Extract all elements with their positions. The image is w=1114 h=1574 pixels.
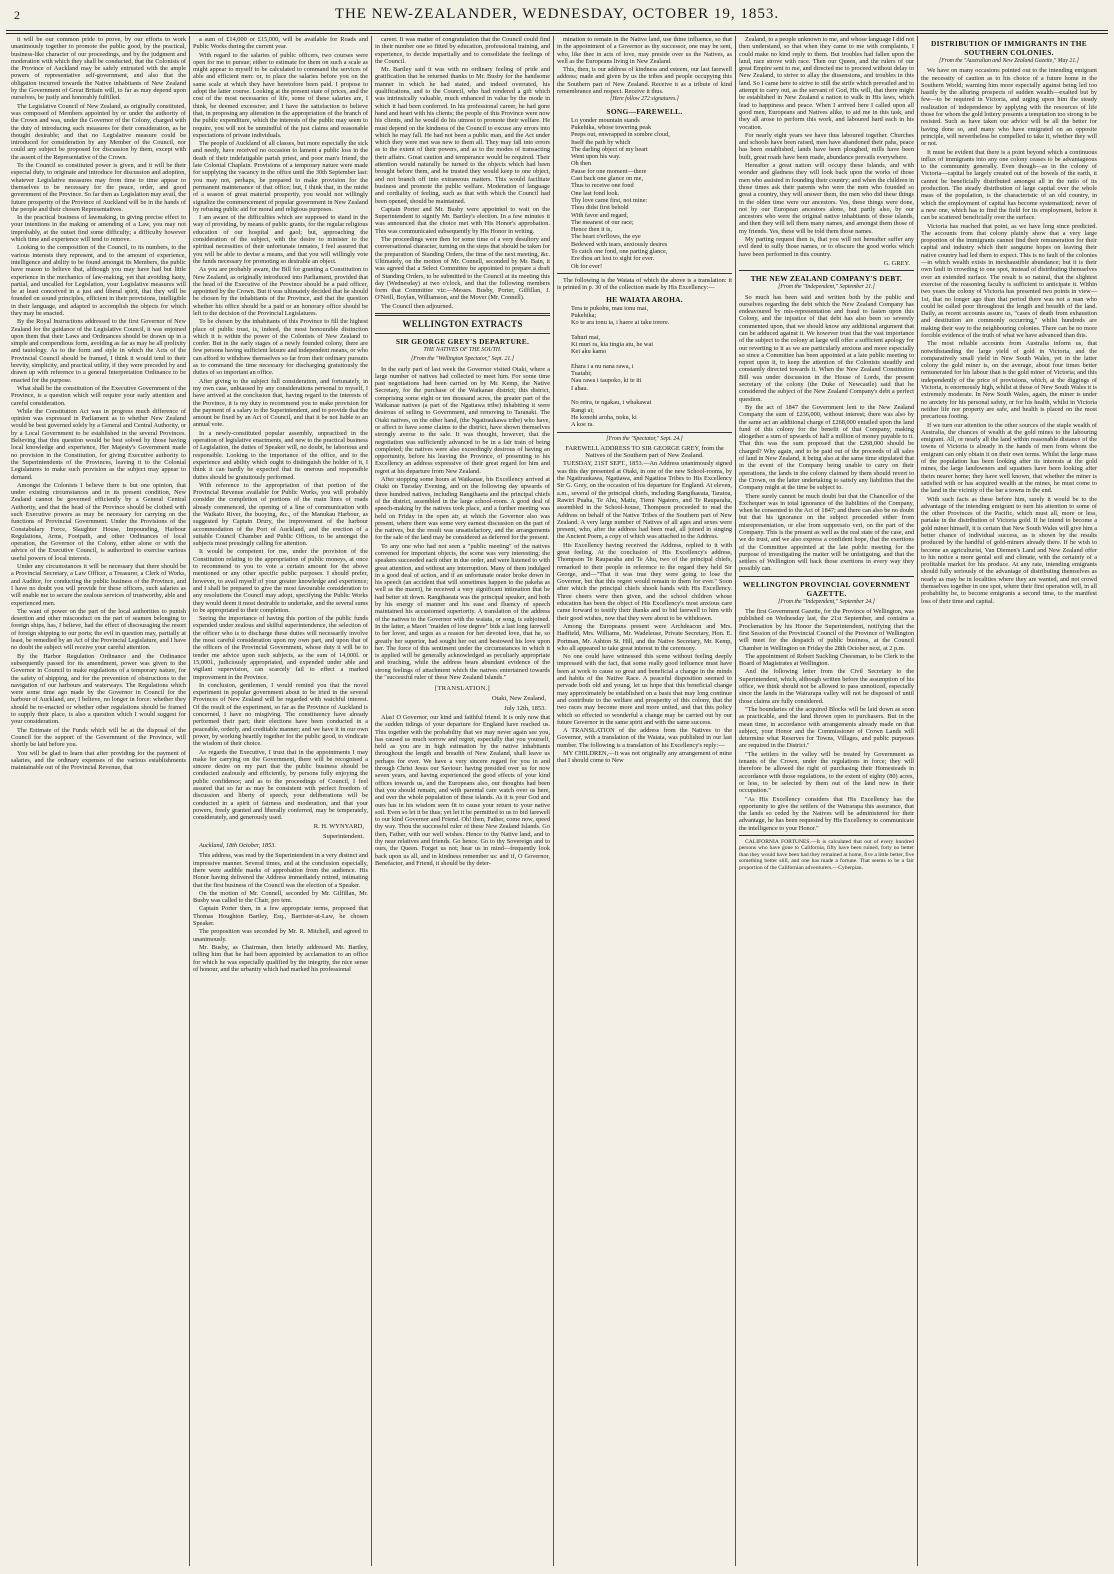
paragraph: The proceedings were then for some time of a very desultory and conversational character, turning on the steps that should be taken for the preparation of Standing Orders, the time of the next meeting, &c. Ultimately, on the motion of Mr. Connell, seconded by Mr. Bain, it was agreed that a Select Committee be appointed to prepare a draft of Standing Orders, to be submitted to the Council at its meeting this day (Wednesday) at two o'clock, and that the following members form that Committee viz:—Messrs. Busby, Porter, Gilfillan, J. O'Neill, Boylan, Williamson, and the Mover (Mr. Connell).	[375, 236, 550, 302]
paragraph: As you are probably aware, the Bill for granting a Constitution to New Zealand, as originally introduced into Parliament, provided that the head of the Executive of the Province should be a paid officer, appointed by the Crown. But it was ultimately decided that he should be chosen by the inhabitants of the Province, and that the question whether his office should be a paid or an honorary office should be left to the decision of the Provincial Legislatures.	[193, 266, 368, 317]
paragraph: If we turn our attention to the other sources of the staple wealth of Australia, the chances of wealth at the gold mines to the labouring emigrant. All, or nearly all the land within reasonable distance of the towns of Victoria is already in the hands of men from whom the emigrant can only obtain it on their own terms. Whilst the large mass of the population has been looking after its interests at the gold mines, the large landowners and squatters have been looking after theirs nearer home; they have well known, that whether the miner is satisfied with or has acquired wealth at the mines, he must come to the land in the vicinity of the bar a towns in the end.	[921, 421, 1097, 495]
gazette-source: [From the "Independent," September 24.]	[778, 598, 875, 605]
company-debt-article	[739, 294, 914, 573]
paragraph: Alas! O Governor, our kind and faithful friend. It is only now that the sudden tidings of your departure for England have reached us. This together with the probability that we may never again see you, has caused us much sorrow and regret, especially that you yourself, held as you are in high estimation by the native inhabitants throughout the length and breadth of New Zealand, shall leave us perhaps for ever. We have a very sincere regard for you in and through Christ Jesus our Saviour: having presided over us for now seven years, and having experienced the good effects of your kind offices towards us, and the Europeans also, our thoughts had been that you should remain, and with parental care watch over us here, and over the whole population of these islands. As it is your God and ours has in his wisdom seen fit to cause your return to your native soil. Even so let it be thus; yet let it be permitted to us to bid farewell to our kind Governor and Friend. Oh! then, Father, come now, speed thy way. Thou the successful ruler of these New Zealand Islands. Go then, Father, with our well wishes. Hence to thy Native land, and to thy near relatives and friends. Go hence. Go to thy Sovereign and to ours, the Queen. Forget us not; hear us in mind—frequently look back upon us all, and in kindness remember us: and if, O Governor, Benefactor, and Friend, it should be thy deter-	[375, 713, 550, 867]
newspaper-title: THE NEW-ZEALANDER, WEDNESDAY, OCTOBER 19, 1853.	[334, 6, 780, 22]
paragraph: With reference to the appropriation of that portion of the Provincial Revenue available for Public Works, you will probably consider the completion of portions of the main lines of roads already commenced, the opening of a line of communication with the Waikato River, the buoying, &c., of the Manukau Harbour, as suggested by Captain Drury, the improvement of the harbour accommodation of the Port of Auckland, and the erection of a suitable Council Chamber and Public Offices, to be amongst the subjects most pressingly calling for attention.	[193, 481, 368, 548]
california-note: CALIFORNIA FORTUNES.—It is calculated that out of every hundred persons who have gone to California, fifty have been ruined, forty no better than they would have been had they remained at home, five a little better, five something better still, and one has made a fortune. That seems to be a fair proportion of the Californian adventurers.—Cyberpian.	[739, 838, 914, 871]
paragraph: While the Constitution Act was in progress much difference of opinion was expressed in Parliament as to whether New Zealand would be best governed solely by a General and Central Authority, or by a Local Government to be established in the several Provinces. Believing that this question would be best solved by those having local knowledge and experience, Her Majesty's Government made no provision in the Constitution, for giving Executive authority to the Superintendents of the Provinces, leaving it to the Colonial Legislatures to make such provision as the subject may appear to demand.	[11, 407, 186, 481]
column-6	[918, 36, 1100, 1566]
column-5	[736, 36, 918, 1566]
song-heading: SONG—FAREWELL.	[606, 106, 683, 116]
paragraph: "As His Excellency considers that His Excellency has the opportunity to give the settlers of the Wairarapa this assurance, that the lands so ceded by the Natives will be administered for their advantage, he has been requested by His Excellency to communicate the intelligence to your Honor."	[739, 795, 914, 832]
paragraph: it will be our common pride to prove, by our efforts to work unanimously together to promote the public good, by the practical, business-like character of our proceedings, and by the judgment and moderation with which they shall be conducted, that the Colonists of the Province of Auckland may be safely entrusted with the ample powers of representative self-government, and also that the obligation incurred towards the Native inhabitants of New Zealand by the Government of Great Britain will, to far as may depend upon ourselves, be justly and honorably fulfilled.	[11, 36, 186, 102]
article-heading: SIR GEORGE GREY'S DEPARTURE.	[395, 336, 530, 346]
divider	[739, 576, 914, 577]
paragraph: To any one who had not seen a "public meeting" of the natives convened for important objects, the scene was very interesting; the speakers succeeded each other in due order, and were listened to with great attention, and without any interruption. Many of them indulged in a good deal of action, and if an unfortunate orator broke down in his speech (an accident that will sometimes happen to the pakeha as well as the maori), he received a very significant intimation that he had better sit down. Rangihaeata was the principal speaker, and both by his energy of manner and his ease and fluency of speech maintained his accustomed superiority. A translation of the address of the natives to the Governor with the waiata, or song, is subjoined. In the latter, a Maori "maiden of low degree" bids a last long farewell to her lover, and urges as a reason for her devoted love, that he, so greatly her superior, had sought her out and bestowed his love upon her. The force of this sentiment under the circumstances in which it is applied will be generally acknowledged as peculiarly appropriate and touching, while the address bears abundant evidence of the strong feelings of attachment which the natives entertained towards the "successful ruler of these New Zealand Islands."	[375, 542, 550, 682]
section-divider	[375, 313, 550, 316]
departure-report	[375, 366, 550, 682]
article-subheading: THE NATIVES OF THE SOUTH.	[423, 346, 502, 353]
paragraph: In conclusion, gentlemen, I would remind you that the novel experiment in popular government about to be tried in the several Provinces of New Zealand will be regarded with watchful interest. Of the result of the experiment, so far as the Province of Auckland is concerned, I have no misgiving. The constituency have already performed their part; their elections have been conducted in a peaceable, orderly, and creditable manner; and we have it in our own power, by working heartily together for the public good, to vindicate the wisdom of their choice.	[193, 681, 368, 748]
grey-signature: G. GREY.	[883, 259, 910, 267]
column-3	[372, 36, 554, 1566]
paragraph: This address, was read by the Superintendent in a very distinct and impressive manner. Several times, and at the conclusion especially, there were audible marks of approbation from the audience. His Honor having delivered the Address immediately retired, intimating that the first business of the Council was the election of a Speaker.	[193, 852, 368, 889]
divider	[739, 270, 914, 271]
gazette-article	[739, 608, 914, 832]
paragraph: In the practical business of lawmaking, in giving precise effect to your intentions in the making or amending of a Law, you may not improbably, at the outset find some difficulty; a difficulty however which time and experience will tend to remove.	[11, 214, 186, 244]
divider	[557, 273, 732, 274]
paragraph: Captain Porter and Mr. Busby were appointed to wait on the Superintendent to signify Mr. Bartley's election. In a few minutes it was announced that the choice met with His Honor's approbation. This was communicated subsequently by His Honor in writing.	[375, 205, 550, 235]
council-report-cont	[375, 36, 550, 310]
paragraph: By the Royal Instructions addressed to the first Governor of New Zealand for the guidance of the Legislative Council, it was enjoined upon them that their Laws and Ordinances should be drawn up in a simple and compendious form, avoiding as far as may be all prolixity and tautology. As to the form and style in which the Acts of the Provincial Council should be framed, I think it would tend to their brevity, simplicity, and practical utility, if they were preceded by and drawn up with reference to a general Interpretation Ordinance to be enacted for the purpose.	[11, 318, 186, 384]
paragraph: Amongst the Colonists I believe there is but one opinion, that under existing circumstances and in its present condition, New Zealand cannot be governed efficiently by a General Central Authority, and that the head of the Province should be clothed with such Executive powers as may be necessary for carrying on the functions of Provincial Government. Under the Provisions of the Constabulary Force, Slaughter House, Impounding, Harbour Regulations, Arms, Footpath, and other Ordinances of local operation, the Governor of the Colony, either alone or with the advice of the Executive Council, is authorized to exercise various useful powers of local interests.	[11, 481, 186, 562]
company-debt-heading: THE NEW ZEALAND COMPANY'S DEBT.	[750, 274, 903, 284]
article-source: [From the "Wellington Spectator," Sept. 21.]	[411, 356, 514, 363]
paragraph: The Legislative Council of New Zealand, as originally constituted, was composed of Members appointed by or under the authority of the Crown and was, under the Governor of the Colony, charged with the duty of introducing such measures for their consideration, as he thought desirable; and that no Legislative measure could be introduced for consideration by any Member of the Council, nor could any subject be proposed for discussion by them, except with the assent of the Representative of the Crown.	[11, 102, 186, 161]
farewell-report	[557, 460, 732, 764]
paragraph: Zealand, to a people unknown to me, and whose language I did not then understand, so that when they came to me with complaints, I could make no kind reply to them. But troubles had fallen upon the land, race strove with race. Then our Queen, and the rulers of our great Empire sent to me, and directed me to proceed without delay to New Zealand, to strive to allay the dissensions, and troubles in this land. So I came here to strive to still the strife which prevailed and to attempt to carry out, as the servant of God, His will, that there might be established in New Zealand a nation to walk in His laws, which lead to happiness and peace. When I arrived here I called upon all good men, Europeans and Natives alike, to aid me in this task, and they all arose to perform this work, and laboured hard each in his vocation.	[739, 36, 914, 131]
column-1	[8, 36, 190, 1566]
paragraph: And the following letter from the Civil Secretary to the Superintendent, which, although written before the assumption of his office, we think should not be allowed to pass unnoticed, especially since the lands in the Wairarapa valley will not be disposed of until those claims are fully considered.	[739, 668, 914, 705]
speech-paragraphs	[11, 36, 186, 771]
paragraph: Hereafter a great nation will occupy these Islands, and with wonder and gladness they will look back upon the works of those men who assisted in founding their country; and when the children in those times ask their parents who were the men who founded so great a country, they will answer them, the men who did these things in the olden time were our ancestors. Yes, these things were done, not by our European ancestors alone, but partly also, by our ancestors who were the original native inhabitants of those islands, and then they will tell them many names, and amongst them those of my friends. Yes, these will be told them those names.	[739, 162, 914, 235]
speech-paragraphs-cont	[193, 36, 368, 821]
paragraph: My parting request then is, that you will not hereafter suffer any evil deed to sully those names, or to obscure the good works which have been performed in this country.	[739, 236, 914, 258]
company-debt-source: [From the "Independent," September 21.]	[778, 284, 875, 291]
paragraph: mination to remain in the Native land, use thine influence, so that in the appointment of a Governor as thy successor, one may be sent, who, like thee in acts of love, may preside over us the Natives, as well as the Europeans living in New Zealand.	[557, 36, 732, 65]
paragraph: His Excellency having received the Address, replied to it with great feeling. At the conclusion of His Excellency's address, Thompson Te Rauparaha and Te Ahu, two of the principal chiefs, remarked to their people in reference to the regard they held Sir George, and—"That it was true they were going to lose the Governor, but that this regret would remain to them for ever." Soon after which the principal chiefs shook hands with His Excellency. Three cheers were then given, and the school children whose education has been the object of His Excellency's most anxious care came forward to testify their thanks and to bid farewell to him with their good wishes, now that they were about to be withdrawn.	[557, 541, 732, 622]
masthead	[0, 6, 1114, 30]
divider	[375, 333, 550, 334]
paragraph: I am aware of the difficulties which are supposed to stand in the way of providing, by means of public grants, for the regular religious education of our hospital and gaol; but, approaching the consideration of the subject, with the desire to minister to the spiritual necessities of their unfortunate inmates, I feel assured that you will be able to devise a means, and that you will willingly vote the funds necessary for promoting so desirable an object.	[193, 214, 368, 265]
immigrants-article	[921, 67, 1097, 605]
farewell-source: [From the "Spectator," Sept. 24.]	[606, 435, 683, 442]
paragraph: With such facts as these before him, surely it would be to the advantage of the intending emigrant to turn his attention to some of the other Provinces of the Pacific, which must all, more or less, partake in the distribution of Victoria gold. If he intend to become a gold miner himself, it is certain that New South Wales will give him a better chance of individual success, as is shown by the results produced by the handful of gold-miners already there. If he wish to become an agriculturist, Van Diemen's Land and New Zealand offer to his notice a more genial soil and climate, with the certainty of a profitable market for his produce. At any rate, intending emigrants should fully seriously of the advantage of distributing themselves as nearly as may be in localities where they are wanted, and not crowd themselves together in one spot, where their first operation will, in all probability be, to become emigrants a second time, to the manifest loss of their time and capital.	[921, 495, 1098, 605]
waiata-intro: The following is the Waiata of which the above is a translation: it is printed in p. 30 of the collection made by His Excellency:—	[557, 276, 732, 292]
paragraph: In the early part of last week the Governor visited Otaki, where a large number of natives had collected to meet him. For some time past negotiations had been carried on by Mr. Kemp, the Native Secretary, for the purchase of the Waikanae district; this district, comprising some eight or ten thousand acres, the greater part of the Waikanae natives (a part of the Ngatiawa tribe) inhabiting it were desirous of selling to Government, and removing to Taranaki. The Otaki natives, on the other hand, (the Ngatiraukawa tribe) who have, or affect to have some claims to the district, have shown themselves strongly averse to the sale. It was thought, however, that the negotiation was sufficiently advanced to be in a fair train of being completed; the natives were also exceedingly desirous of having an opportunity, before his leaving the Province, of presenting to his Excellency an address expressive of their great regard for him and regret at his departure from New Zealand.	[375, 365, 550, 475]
paragraph: This, then, is our address of kindness and esteem, our last farewell address; made and given by us the tribes and people occupying this the Southern part of New Zealand. Receive it as a tribute of kind remembrance and respect. Receive it thus.	[557, 66, 732, 96]
translation-heading: [TRANSLATION.]	[435, 685, 490, 693]
paragraph: After giving to the subject full consideration, and fortunately, in my own case, unbiassed by any considerations personal to myself, I have arrived at the conclusion that, having regard to the interests of the Province, it is my duty to recommend you to make provision for the payment of a salary to the Superintendent, and to provide that the amount be fixed by an Act of Council, and that it be not liable to an annual vote.	[193, 377, 368, 429]
paragraph: On the motion of Mr. Connell, seconded by Mr. Gilfillan, Mr. Busby was called to the Chair, pro tem.	[193, 889, 368, 905]
paragraph: By the act of 1847 the Government lent to the New Zealand Company the sum of £236,000, without interest; there was also by the same act an additional charge of £268,000 entailed upon the land fund of this colony for the benefit of that Company, making altogether a sum of upwards of half a million of money payable to it. That this was the sum proposed that the £268,000 should be charged? Why again, and to be paid out of the proceeds of all sales of land in New Zealand, it being also at the same time stipulated that in the event of the Company being unable to carry on their operations, the lands in the colony claimed by them should revert to the Crown, on the latter undertaking to satisfy any liabilities that the Company might at the time be subject to.	[739, 403, 914, 492]
paragraph: The Estimate of the Funds which will be at the disposal of the Council for the support of the Government of the Province, will shortly be laid before you.	[11, 726, 186, 749]
masthead-rule-2	[6, 33, 1108, 34]
paragraph: Under any circumstances it will be necessary that there should be a Provincial Secretary, a Law Officer, a Treasurer, a Clerk of Works, and Auditor, for conducting the public business of the Province, and I have no doubt you will provide for these officers, such salaries as will enable me to secure the zealous services of trustworthy, able and experienced men.	[11, 563, 186, 607]
paragraph: The first Government Gazette, for the Province of Wellington, was published on Wednesday last, the 21st September, and contains a Proclamation by his Honor the Superintendent, notifying that the first Session of the Provincial Council of the Province of Wellington will meet for the despatch of public business, at the Council Chamber in Wellington on Friday the 28th October next, at 2 p.m.	[739, 608, 914, 652]
paragraph: The Council then adjourned.	[381, 302, 454, 310]
paragraph: After stopping some hours at Waikanae, his Excellency arrived at Otaki on Tuesday Evening, and on the following day upwards of three hundred natives, including Rangihaeta and the principal chiefs of the district, assembled in the large school-room. A good deal of speech-making by the natives took place, and a further meeting was held on Friday in the open air, at which the Governor also was present, where there was some very earnest discussion on the part of the natives, but the result was unsatisfactory, and the arrangements for the sale of the land may be considered as deferred for the present.	[375, 476, 550, 542]
paragraph: Looking to the composition of the Council, to its numbers, to the various interests they represent, and to the amount of experience, intelligence and ability to be found amongst its Members, the public have reason to believe that, although you may have had but little experience in the mechanics of law-making, yet that avoiding hasty, partial, and uncalled for Legislation, your Legislative measures will be at least conceived in a just and liberal spirit, that they will be founded on sound principles, efficient in their provisions, intelligible in their language, and adapted to accomplish the objects for which they may be enacted.	[11, 244, 186, 317]
paragraph: a sum of £14,000 or £15,000, will be available for Roads and Public Works during the current year.	[193, 36, 368, 51]
divider	[557, 432, 732, 433]
masthead-rule	[6, 30, 1108, 31]
paragraph: Seeing the importance of having this portion of the public funds expended under zealous and skilful superintendence, the selection of the officer who is to discharge these duties will necessarily involve the most careful consideration upon my own part, and upon that of the officers of the Provincial Government, whose duty it will be to tender me advice upon such subjects, as the sum of 14,000l. or 15,000l., judiciously appropriated, and expended under able and vigilant supervision, can scarcely fail to effect a marked improvement in the Province.	[193, 615, 368, 681]
paragraph: No one could have witnessed this scene without feeling deeply impressed with the fact, that some really good influence must have been at work to cause so great and beneficial a change in the minds and habits of the Native Race. A peaceful disposition seemed to pervade both old and young, let us hope that this beneficial change may approximately be established on a basis that may long continue and contribute to the welfare and prosperity of this colony, that the two races may become more and more united, and that this policy which so effected so wonderful a change may be carried out by our future Governor in the same spirit and with the same success.	[557, 653, 732, 726]
paragraph: Captain Porter then, in a few appropriate terms, proposed that Thomas Houghton Bartley, Esq., Barrister-at-Law, be chosen Speaker.	[193, 905, 368, 928]
divider	[739, 835, 914, 836]
paragraph: The appointment of Robert Suckling Cheesman, to be Clerk to the Board of Magistrates at Wellington.	[739, 652, 914, 668]
paragraph: Mr. Busby, as Chairman, then briefly addressed Mr. Bartley, telling him that he had been appointed by acclamation to an office for which he was especially qualified by the integrity, the nice sense of honour, and the urbanity which had marked his professional	[193, 943, 368, 973]
section-heading: WELLINGTON EXTRACTS	[402, 318, 523, 329]
farewell-heading: FAREWELL ADDRESS TO SIR GEORGE GREY, from the Natives of the Southern part of New Zealand.	[565, 444, 724, 460]
paragraph: Among the Europeans present were Archdeacon and Mrs. Hadfield, Mrs. Williams, Mr. Wadeleuse, Private Secretary, Hon. E. Portman, Mr. Ashton St. Hill, and the Native Secretary, Mr. Kemp, who all appeared to take great interest in the ceremony.	[557, 622, 732, 652]
paragraph: For nearly eight years we have thus laboured together. Churches and schools have been raised, men have abandoned their pahs, peace has been established, lands have been ploughed, mills have been built, great roads have been made, abundance prevails everywhere.	[739, 131, 914, 161]
paragraph: You will be glad to learn that after providing for the payment of salaries, and the ordinary expenses of the various establishments maintainable out of the Provincial Revenue, that	[11, 749, 186, 772]
waiata-heading: HE WAIATA AROHA.	[606, 294, 683, 304]
speech-dateline: Auckland, 18th October, 1853.	[199, 842, 276, 850]
immigrants-source: [From the "Australian and New Zealand Gazette," May 21.]	[939, 58, 1079, 64]
column-4	[554, 36, 736, 1566]
gazette-heading: WELLINGTON PROVINCIAL GOVERNMENT GAZETTE.	[742, 579, 911, 598]
column-2	[190, 36, 372, 1566]
letter-date: July 12th, 1853.	[504, 704, 546, 712]
paragraph: The want of power on the part of the local authorities to punish desertion and other misconduct on the part of seamen belonging to foreign ships, has, I believe, had the effect of discouraging the resort of foreign shipping to our ports; the evil in question may, partially at least, be remedied by an Act of the Provincial Legislature, and I have no doubt the subject will receive your careful attention.	[11, 607, 186, 652]
paragraph: To the Council so constituted power is given, and it will be their especial duty, to originate and introduce for discussion and adoption, whatever Legislative measures may from time to time appear to themselves to be necessary for the peace, order, and good government of the Province. So far then as Legislation may avail, the future prosperity of the Province of Auckland will be in the hands of the people and their chosen Representatives.	[11, 162, 186, 213]
signatures-note: [Here follow 272 signatures.]	[610, 96, 679, 103]
paragraph: The most reliable accounts from Australia inform us, that notwithstanding the large yield of gold in Victoria, and the comparatively small yield in New South Wales, yet in the latter colony the gold miner is, on the average, about four times better remunerated for his labour than is the gold miner of Victoria; and this independently of the price of provisions, which, at the diggings of Victoria, is enormously high, whilst at those of New South Wales it is extremely moderate. In New South Wales, again, the miner is under no anxiety for his personal safety, or for his health, whilst in Victoria neither life nor property are safe, and health is placed on the most precarious footing.	[921, 340, 1097, 421]
paragraph: By the Harbor Regulation Ordinance and the Ordinance subsequently passed for its amendment, power was given to the Governor in Council to make regulations of a temporary nature, for the safety of shipping, and for the prevention of obstructions to the navigation of our harbours and waterways. The Regulations which were some time ago made by the Governor in Council for the harbour of Auckland, are, I believe, no longer in force: whether they should be re-enacted or whether other regulations should be framed to supply their place, is also a question which I would suggest for your consideration.	[11, 652, 186, 726]
paragraph: It would be competent for me, under the provision of the Constitution relating to the appropriation of public moneys, at once to recommend to you to vote a certain amount for the above mentioned or any other specific public purposes. I should prefer, however, to avail myself of your greater knowledge and experience; and I shall be prepared to give the most favourable consideration to any resolutions the Council may adopt, specifying the Public Works they would deem it most desirable to undertake, and the several sums to be appropriated to their completion.	[193, 548, 368, 614]
paragraph: MY CHILDREN,—It was not originally any arrangement of mine that I should come to New	[557, 750, 732, 765]
paragraph: "The settlers in the valley will be treated by Government as tenants of the Crown, under the regulations in force; they will therefore be allowed the right of purchasing their Homesteads in accordance with those regulations, to the extent of eighty (80) acres, or less, to be selected by them out of the land now in their occupation."	[739, 750, 914, 795]
paragraph: In a newly-constituted popular assembly, unpractised in the operation of legislative enactments, and new to the practical business of Legislation, the duties of Speaker will, no doubt, be laborious and responsible. Looking to the importance of the office, and to the experience and ability which ought to distinguish the holder of it, I think it can hardly be expected that its onerous and responsible duties should be gratuitously performed.	[193, 429, 368, 481]
letter-place: Otaki, New Zealand,	[491, 695, 546, 703]
paragraph: Victoria has reached that point, as we have long since predicted. The accounts from that colony plainly show that a very large proportion of the immigrants cannot find their remuneration for their capital and industry which their sanguine hopes on leaving their native country had led them to expect. This is no fault of the colonies—in which wealth exists in inexhaustible abundance; but it is their own fault in crowding to one spot, instead of distributing themselves over an extended surface. The result is so natural, that the slightest exercise of the reasoning faculty is sufficient to anticipate it. Within two years the colony of Victoria has presented two points in view—1st, that no longer ago than that period there was not a man who could be called poor throughout the length and breadth of the land. Daily, as recent accounts assure us, "cases of death from exhaustion and destitution are commonly occurring," whilst hundreds are making their way to the neighbouring colonies. There can be no more forcible evidence of the truth of what we have advanced than this.	[921, 222, 1097, 339]
paragraph: A TRANSLATION of the address from the Natives to the Governor, with a translation of the Waiata, was published in our last number. The following is a translation of his Excellency's reply:—	[557, 727, 732, 749]
paragraph: As regards the Executive, I trust that in the appointments I may make for carrying on the Government, there will be recognised a sincere desire on my part that the public business should be conducted zealously and efficiently, by persons fully enjoying the public confidence; and as to the proceedings of Council, I feel assured that so far as may be consistent with perfect freedom of discussion and liberty of speech, your deliberations will be conducted in a spirit of fairness and moderation, and that your powers, freely granted and liberally conferred, may be temperately, considerately, and generously used.	[193, 748, 368, 822]
paragraph: It must be evident that there is a point beyond which a continuous influx of immigrants into any one colony ceases to be advantageous to the community generally. Even though—as in the colony of Victoria—capital be largely created out of the bowels of the earth, it cannot be beneficially distributed amongst all in the ratio of its production. The steady distribution of large capital over the whole mass of the population, is the characteristic of an old country, in which the employment of capital has become systematized; never of a new one, which has to find the field for its employment, before it can be scattered beneficially over the surface.	[921, 148, 1097, 222]
paragraph: So much has been said and written both by the public and ourselves regarding the debt which the New Zealand Company has endeavoured by mis-representation and fraud to fasten upon this Colony, and the injustice of that debt has also been so severely commented upon, that we should know any additional argument that can be adduced against it. We however trust that the vast importance of the subject to the colony at large will offer a sufficient apology for our reverting to it as we are particularly anxious and more especially so since a Committee has been appointed at a late public meeting to report upon it, to keep the attention of the Colonists steadily and constantly directed towards it. When the New Zealand Constitution Bill was under discussion in the House of Lords, the present secretary of the colony (the Duke of Newcastle) said that he considered the subject of the New Zealand Company's debt a perfect question.	[739, 293, 914, 403]
paragraph: career. It was matter of congratulation that the Council could find in their number one so fitted by education, professional training, and experience, to decide impartially and to consolidate the feelings of the Council.	[375, 36, 550, 65]
signature-title: Superintendent.	[323, 832, 364, 840]
page-number: 2	[14, 8, 21, 22]
paragraph: We have on many occasions pointed out to the intending emigrant the necessity of caution as to his choice of a future home in the Southern World; warning him more especially against being led too hastily by the alluring prospects of sudden wealth—exalted but by few—to be required in Victoria, and urging upon him the steady realization of independence by applying with the resources of life those for whom the gold lottery presents a temptation too strong to be resisted. Such as have taken our advice will be all the better for having done so, and many who have emigrated on an opposite principle, will nevertheless be compelled to take it, whether they will or not.	[921, 67, 1097, 148]
native-address	[375, 714, 550, 867]
immigrants-heading: DISTRIBUTION OF IMMIGRANTS IN THE SOUTHERN COLONIES.	[930, 39, 1088, 57]
paragraph: With regard to the salaries of public officers, two courses were open for me to pursue; either to estimate for them on such a scale as might appear to myself to be calculated to command the services of able and efficient men: or, to place the salaries before you on the same scale at which they have heretofore been paid. I propose to adopt the latter course. Looking at the present state of prices, and the cost of the most necessaries of life, some of these salaries are, I think, be deemed excessive; and I have the satisfaction to believe that, in proposing any alteration in the appropriation of the branch of the public expenditure, which the interests of the public may seem to require, you will not be unmindful of the just claims and reasonable expectations of private individuals.	[193, 51, 368, 139]
song-lines: Lo yonder mountain stands Pukehika, whose towering peak Peeps out, enwrapped in sombre cloud, Itself the path by which The darling object of my heart Went upon his way. Oh then Pause for one moment—there Cast back one glance on me, Thus to receive one fond One last fond look. Thy love came first, not mine: Thou didst first behold With favor and regard, The meanest of our race; Hence then it is, The heart o'erflows, the eye Bedewed with tears, anxiously desires To catch one fond, one parting glance, Ere thou art lost to sight for ever. Oh for ever!	[571, 116, 670, 270]
paragraph: To be chosen by the inhabitants of this Province to fill the highest place of public trust, is, indeed, the most honourable distinction which it is within the power of the Colonists of New Zealand to confer. But in the early stages of a newly founded colony, there are few persons having sufficient leisure and independent means, or who can afford to withdraw themselves so far from their ordinary pursuits as to command the time necessary for discharging gratuitously the duties of so important an office.	[193, 318, 368, 377]
columns	[8, 36, 1106, 1566]
waiata-lines: Tera te pukohu, mau tonu mai, Pukehika; Ko te ara tonu ia, i haere ai taku torere. Tahuri mai, Ki muri ra, kia tingia atu, he wai Kei aku kamo Ehara i a nu nana rawa, i Tuatahi; Nau rawa i taupoko, ki te iti I ahau. No reira, te ngakau, i whakawai Rangi ai; He konohi aroha, noku, ki A koe ra.	[571, 304, 670, 429]
paragraph: There surely cannot be much doubt but that the Chancellor of the Exchequer was in total ignorance of the liabilities of the Company, when he consented to the Act of 1847; and there can also be no doubt but that his ignorance on the subject proceeded either from misrepresentation, or else from suppressio veri, on the part of the Company. This is the present as well as the real state of the case, and we do trust, and we also express a confident hope, that the exertions of the Committee appointed at the late public meeting for the purpose of investigating the matter will be unfatiguing, and that the settlers of Wellington will back those exertions in every way they possibly can.	[739, 492, 914, 573]
paragraph: TUESDAY, 21ST SEPT., 1853.—An Address unanimously signed was this day presented at Otaki, in one of the new School-rooms, by the Ngatiraukawa, Ngatiawa, and Ngatitoa Tribes to His Excellency Sir G. Grey, on the occasion of his departure for England. At eleven, a.m., several of the principal chiefs, including Rangihaeata, Taratoa, Rawiri Puaha, Te Ahu, Matiu, Tiemi Ngatoro, and Te Rauparaha, assembled in the School-house, Thompson proceeded to read the Address on behalf of the Native Tribes of the Southern part of New Zealand. A very large number of Natives of all ages and sexes were present, who, after the address had been read, all joined in singing the Ancient Poem, a copy of which was attached to the Address.	[557, 460, 732, 541]
paragraph: The people of Auckland of all classes, but more especially the sick and needy, have received no occasion to lament a public loss in the death of their indefatigable parish priest, and poor man's friend, the late Colonial Chaplain. Provisions of a temporary nature were made for supplying the vacancy in the office until the 30th September last: you may not, perhaps, be prepared to make provision for the permanent maintenance of that office; but, I think that, in the midst of a season of great material prosperity, you would not willingly signalize the commencement of popular government in New Zealand by refusing public aid for moral and religious purposes.	[193, 140, 368, 213]
paragraph: What shall be the constitution of the Executive Government of the Province, is a question which will require your early attention and careful consideration.	[11, 384, 186, 407]
native-address-cont	[557, 36, 732, 95]
paragraph: The proposition was seconded by Mr. R. Mitchell, and agreed to unanimously.	[193, 928, 368, 943]
grey-reply	[739, 36, 914, 258]
signature-name: R. H. WYNYARD,	[313, 823, 364, 831]
council-report	[193, 852, 368, 973]
paragraph: "The boundaries of the acquired Blocks will be laid down as soon as practicable, and the land thrown open to purchasers. But in the mean time, in accordance with arrangements already made on that subject, your Honor and the Commissioner of Crown Lands will determine what Reserves for Towns, Villages, and public purposes are required in the District."	[739, 705, 914, 750]
paragraph: Mr. Bartley said it was with no ordinary feeling of pride and gratification that he returned thanks to Mr. Busby for the handsome manner in which he had stated, and indeed overrated, his qualifications, and to the Council, who had rendered a gift which was intrinsically valuable, much enhanced in value by the mode in which it had been conferred. In his professional career, he had gone hand and heart with his clients; the people of this Province were now his clients, and he would do his utmost to promote their welfare. He must depend on the kindness of the Council to excuse any errors into which he may fall. He had not been a public man, and the Act under which they were met was new to them all. They may fall into errors as to the extent of their powers, and as to the modes of transacting their affairs. Great caution and temperance would be required. Their attention would naturally be turned to the objects which had been brought before them, and he trusted they would keep to one object, and not branch off into extraneous matters. This would facilitate business and promote the public welfare. Moderation of language and cordiality of feeling, such as that with which the Council had been opened, should be maintained.	[375, 66, 550, 205]
